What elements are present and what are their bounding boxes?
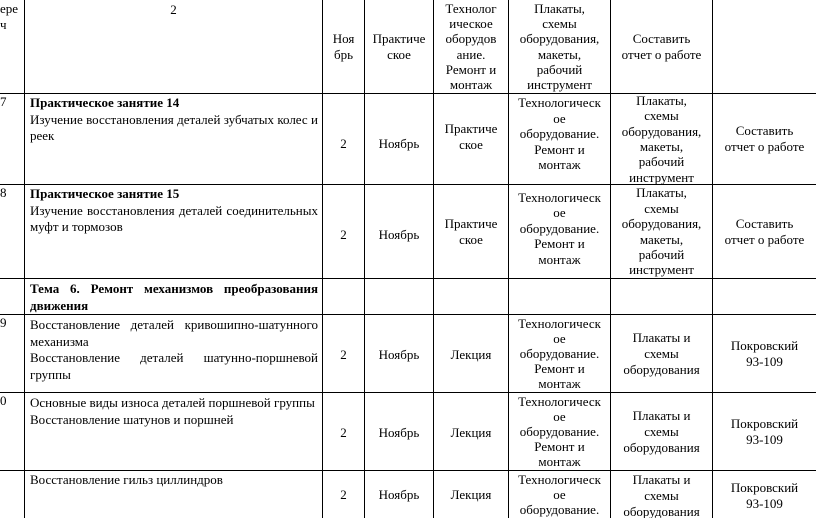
row-topic (25, 315, 322, 392)
header-equipment: Технолог ическое оборудов ание. Ремонт и монтаж (445, 0, 497, 92)
row-topic (25, 471, 322, 518)
row-visuals: Плакаты и схемы оборудования (623, 329, 700, 377)
row-title: Практическое занятие 14 (30, 95, 180, 110)
row-topic (25, 185, 322, 278)
row-equipment: Технологическ ое оборудование. (518, 472, 601, 517)
row-num: 0 (0, 393, 7, 408)
row-description: Восстановление гильз циллиндров (30, 472, 223, 487)
row-equipment: Технологическ ое оборудование. Ремонт и монтаж (518, 316, 601, 391)
row-description: Изучение восстановления деталей зубчатых колес и реек (30, 111, 318, 144)
row-num: 9 (0, 315, 7, 330)
row-month: Ноябрь (378, 226, 420, 242)
header-topic: 2 (170, 2, 177, 17)
row-type: Лекция (450, 424, 492, 440)
row-homework: Составить отчет о работе (724, 123, 805, 154)
row-hours: 2 (340, 136, 347, 152)
row-homework: Покровский 93-109 (730, 337, 799, 369)
row-hours: 2 (340, 487, 347, 502)
row-equipment: Технологическ ое оборудование. Ремонт и монтаж (518, 95, 601, 173)
header-visuals: Плакаты, схемы оборудования, макеты, рабочий инструмент (519, 0, 600, 92)
header-homework: Составить отчет о работе (621, 30, 702, 62)
section-heading (25, 279, 322, 314)
row-type: Практиче ское (444, 215, 498, 247)
row-homework: Покровский 93-109 (730, 415, 799, 447)
row-homework: Составить отчет о работе (724, 215, 805, 247)
header-month: Ноя брь (332, 30, 355, 62)
row-month: Ноябрь (378, 487, 420, 502)
row-equipment: Технологическ ое оборудование. Ремонт и монтаж (518, 394, 601, 469)
row-type: Лекция (450, 346, 492, 362)
row-num: 8 (0, 185, 7, 200)
row-description: Восстановление деталей кривошипно-шатунного механизма Восстановление деталей шатунно-поршневой группы (30, 317, 318, 382)
row-homework: Покровский 93-109 (730, 480, 799, 511)
row-hours: 2 (340, 226, 347, 242)
row-hours: 2 (340, 346, 347, 362)
row-description: Изучение восстановления деталей соединительных муфт и тормозов (30, 202, 318, 235)
row-type: Лекция (450, 487, 492, 502)
row-month: Ноябрь (378, 136, 420, 152)
row-num: 7 (0, 94, 7, 109)
row-topic (25, 94, 322, 184)
section-title: Тема 6. Ремонт механизмов преобразования движения (30, 281, 318, 313)
header-type: Практиче ское (372, 30, 426, 62)
row-visuals: Плакаты, схемы оборудования, макеты, рабочий инструмент (621, 94, 702, 184)
row-month: Ноябрь (378, 424, 420, 440)
row-month: Ноябрь (378, 346, 420, 362)
row-visuals: Плакаты и схемы оборудования (623, 407, 700, 455)
row-visuals: Плакаты и схемы оборудования (623, 472, 700, 518)
row-topic (25, 393, 322, 470)
row-title: Практическое занятие 15 (30, 186, 180, 201)
row-hours: 2 (340, 424, 347, 440)
header-num: ере ч (0, 1, 19, 32)
row-equipment: Технологическ ое оборудование. Ремонт и монтаж (518, 189, 601, 267)
row-visuals: Плакаты, схемы оборудования, макеты, рабочий инструмент (621, 185, 702, 278)
row-description: Основные виды износа деталей поршневой группы Восстановление шатунов и поршней (30, 395, 315, 427)
row-type: Практиче ское (444, 121, 498, 152)
